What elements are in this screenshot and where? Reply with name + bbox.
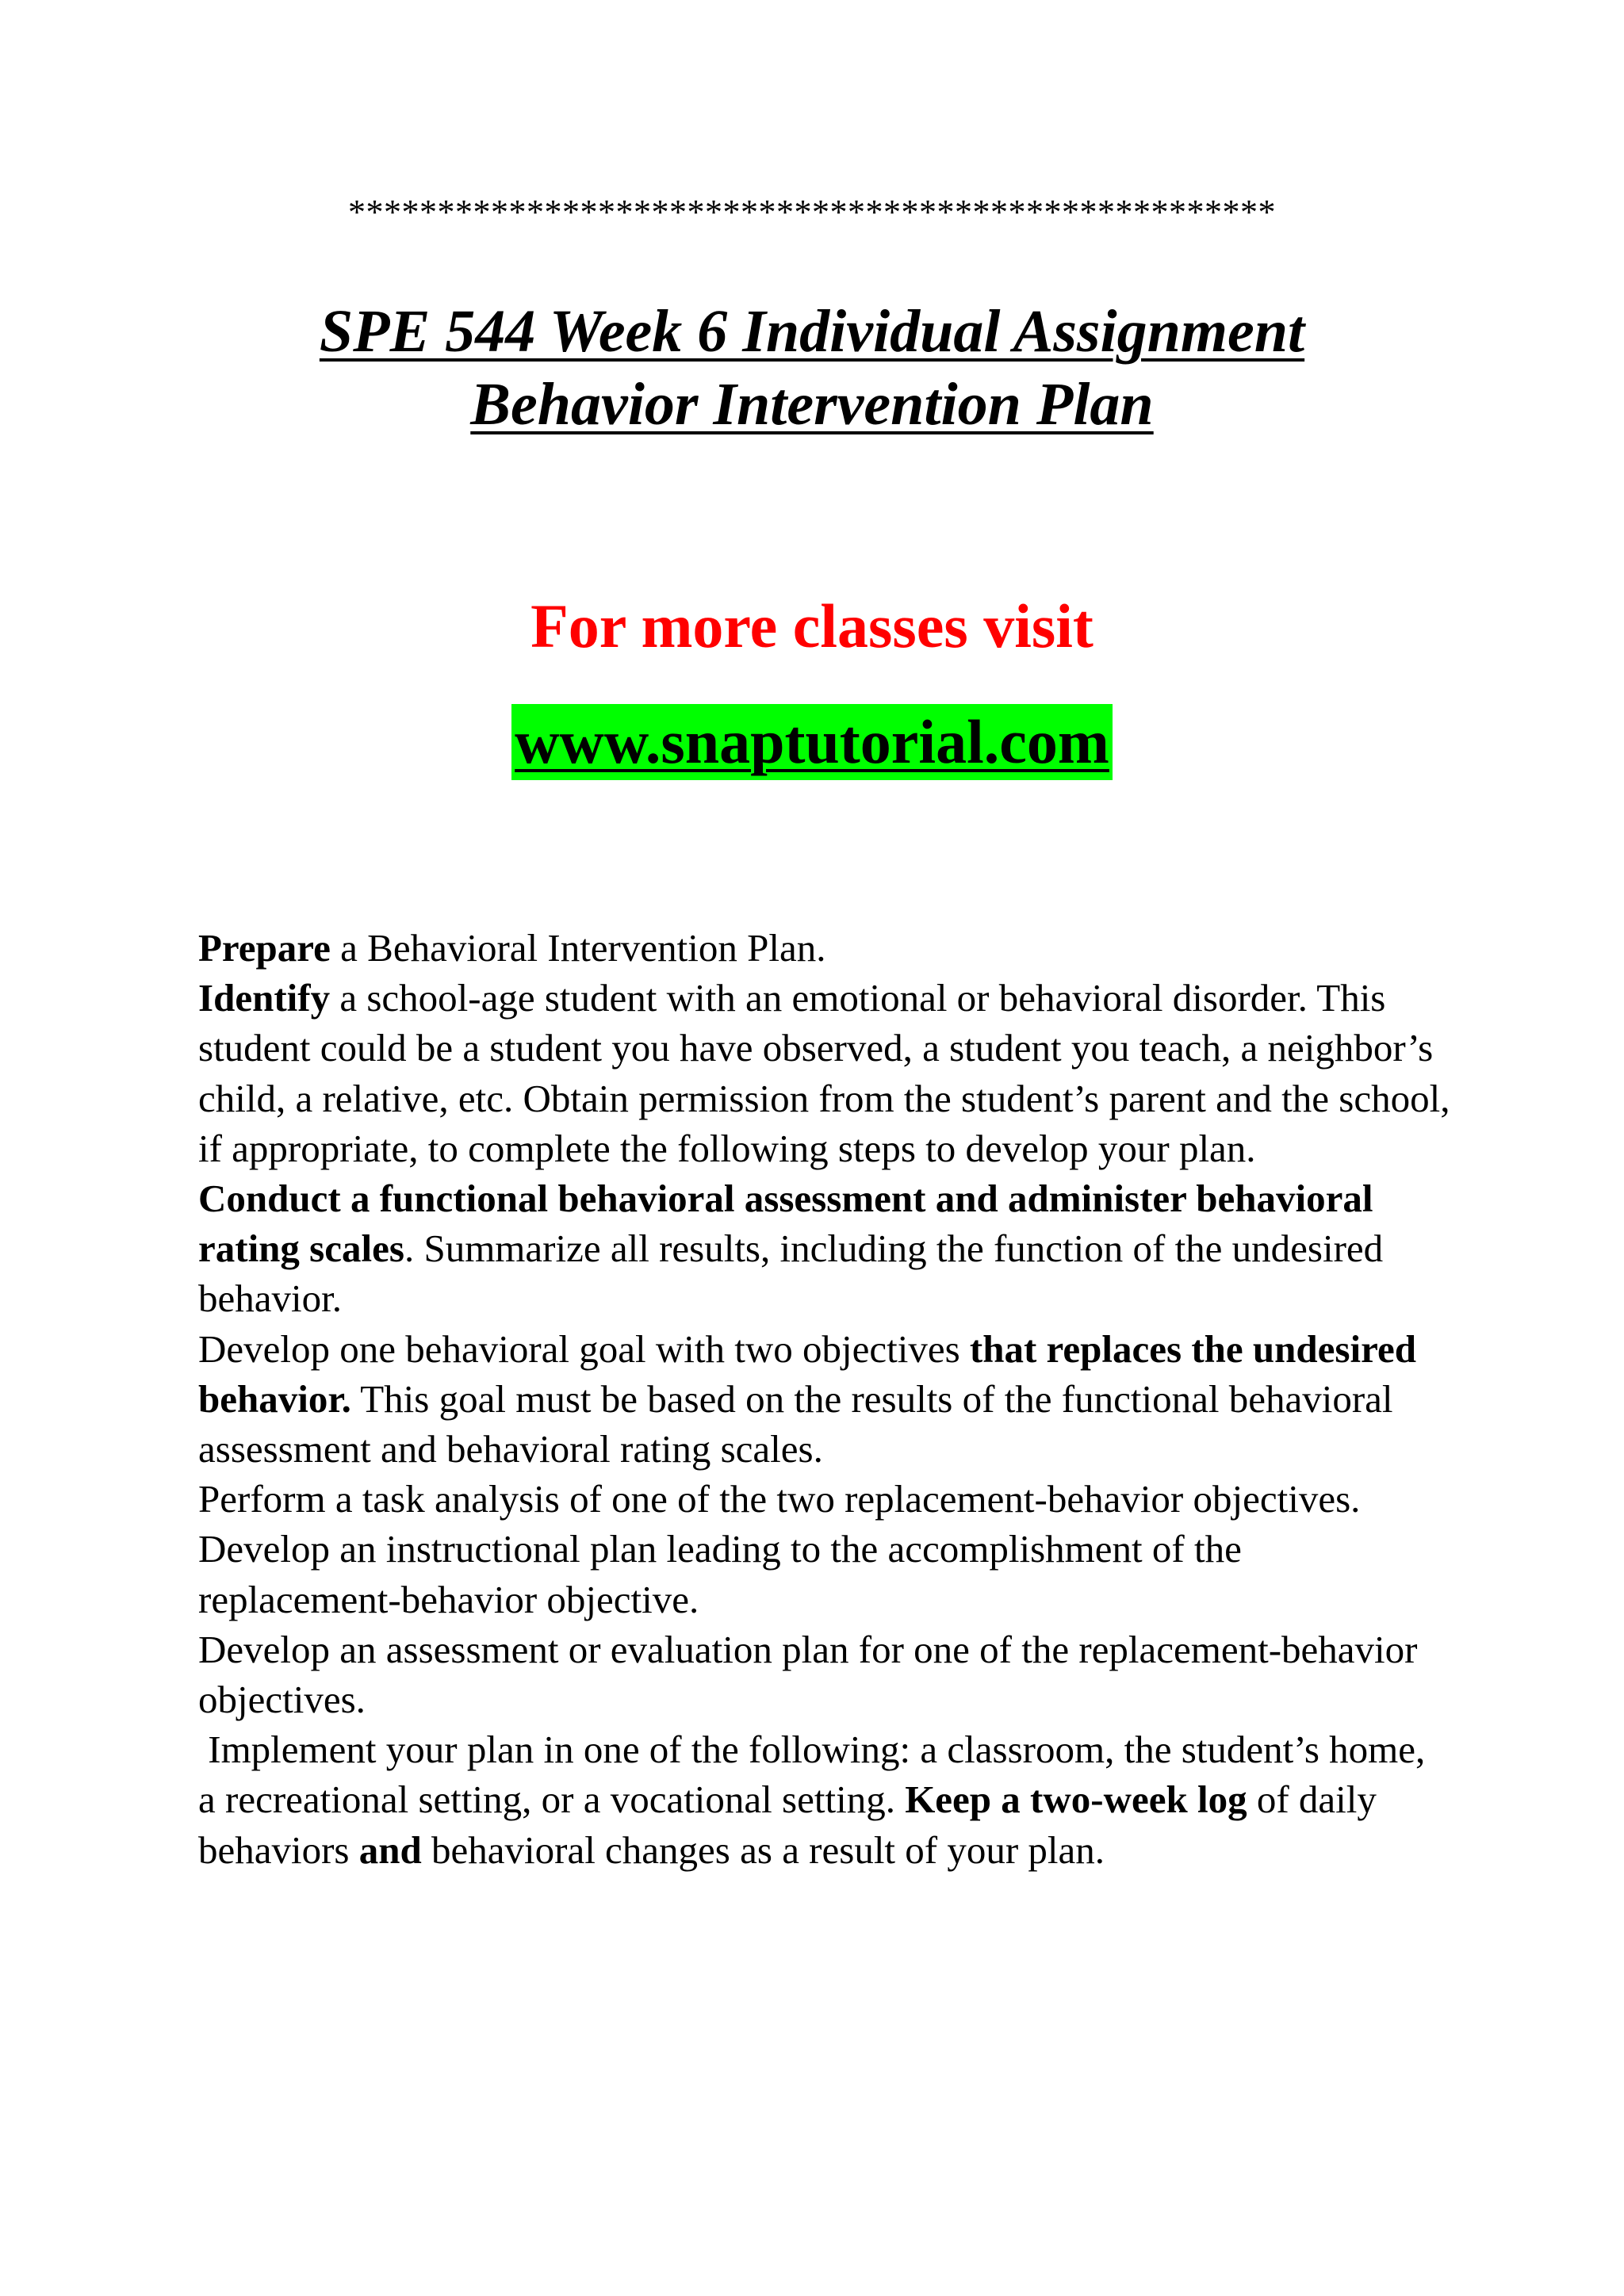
instruction-conduct-bold: Conduct a functional behavioral assessment and administer behavioral rating scales	[198, 1177, 1373, 1271]
instruction-implement-mid: of daily behaviors	[198, 1777, 1377, 1872]
promo-text: For more classes visit	[530, 591, 1094, 660]
title-line-1: SPE 544 Week 6 Individual Assignment	[319, 298, 1305, 365]
instruction-goal	[198, 1324, 1451, 1475]
instruction-identify	[198, 973, 1451, 1173]
instruction-implement	[198, 1724, 1451, 1875]
instruction-instructional-plan: Develop an instructional plan leading to the accomplishment of the replacement-behavior objective.	[198, 1527, 1242, 1621]
instruction-task-analysis: Perform a task analysis of one of the two replacement-behavior objectives.	[198, 1477, 1361, 1521]
assignment-instructions	[198, 923, 1451, 1875]
website-link[interactable]: www.snaptutorial.com	[511, 704, 1113, 780]
instruction-prepare-text: a Behavioral Intervention Plan.	[330, 926, 826, 970]
instruction-implement-start: Implement your plan in one of the following: a classroom, the student’s home, a recreational setting, or a vocational setting.	[198, 1728, 1435, 1822]
star-divider: ****************************************************	[348, 193, 1276, 232]
instruction-implement-bold-log: Keep a two-week log	[905, 1777, 1247, 1822]
instruction-implement-text: behavioral changes as a result of your plan.	[421, 1827, 1105, 1872]
instruction-prepare-bold: Prepare	[198, 926, 331, 970]
instruction-goal-text: This goal must be based on the results of the functional behavioral assessment and behavioral rating scales.	[198, 1376, 1393, 1471]
title-line-2: Behavior Intervention Plan	[470, 371, 1154, 438]
instruction-prepare	[198, 923, 1451, 973]
instruction-conduct-text: . Summarize all results, including the function of the undesired behavior.	[198, 1226, 1384, 1321]
instruction-goal-bold: that replaces the undesired behavior.	[198, 1326, 1416, 1421]
instruction-implement-bold-and: and	[358, 1827, 422, 1872]
instruction-identify-text: a school-age student with an emotional or behavioral disorder. This student could be a student you have observed, a student you teach, a neighbor’s child, a relative, etc. Obtain permission from the student’s parent and the school, if appropriate, to complete the following steps to develop your plan.	[198, 976, 1450, 1170]
instruction-goal-start: Develop one behavioral goal with two objectives	[198, 1326, 970, 1371]
promo-link-wrapper	[0, 704, 1624, 780]
page-title	[0, 295, 1624, 441]
instruction-identify-bold: Identify	[198, 976, 331, 1020]
instruction-conduct	[198, 1173, 1451, 1324]
instruction-assessment-plan: Develop an assessment or evaluation plan for one of the replacement-behavior objectives.	[198, 1627, 1418, 1722]
